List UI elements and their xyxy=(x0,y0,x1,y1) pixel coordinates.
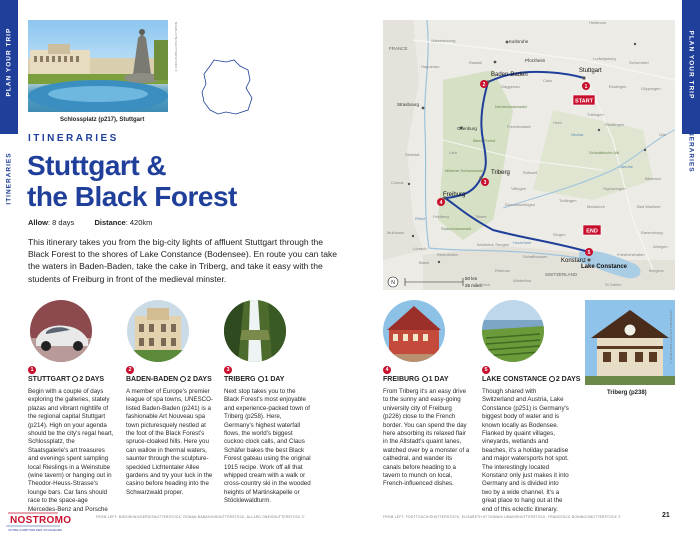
locator-map xyxy=(196,58,254,116)
stop-badge-3: 3 xyxy=(224,366,232,374)
map-label-ulm: Ulm xyxy=(659,132,667,137)
map-label-bregenz: Bregenz xyxy=(649,268,664,273)
kicker-itineraries: ITINERARIES xyxy=(28,133,119,144)
stop-name-lake-constance: LAKE CONSTANCE xyxy=(482,376,547,383)
map-label-ravensburg: Ravensburg xyxy=(641,230,663,235)
stop-name-freiburg: FREIBURG xyxy=(383,376,420,383)
map-label-titisee: Titisee xyxy=(475,214,487,219)
map-label-lake-constance: Lake Constance xyxy=(581,264,628,270)
stop-badge-1: 1 xyxy=(28,366,36,374)
map-label-switzerland: SWITZERLAND xyxy=(545,272,578,277)
stop-photo-baden-baden xyxy=(127,300,189,362)
stop-days-stuttgart: 2 DAYS xyxy=(79,376,105,383)
map-start-label: START xyxy=(575,98,593,105)
map-stop-2: 2 xyxy=(482,82,486,88)
map-label-wissembourg: Wissembourg xyxy=(431,38,456,43)
map-label-waldshut: Waldshut-Tiengen xyxy=(477,242,510,247)
map-label-stuttgart: Stuttgart xyxy=(579,68,602,74)
map-label-winterthur: Winterthur xyxy=(513,278,532,283)
intro-paragraph: This itinerary takes you from the big-city lights of affluent Stuttgart through the Black Forest to the shores of Lake Constance (Bodensee). En route you can take the waters in Baden-Baden, take the cake in Triberg, and take it easy with the students of Freiburg in front of the medieval minster. xyxy=(28,237,338,284)
page-title-line2: the Black Forest xyxy=(27,181,237,212)
stop-badge-4: 4 xyxy=(383,366,391,374)
right-section-sublabel: ITINERARIES xyxy=(687,120,695,173)
clock-icon xyxy=(180,376,186,382)
map-label-st-gallen: St Gallen xyxy=(605,282,622,287)
stop-days-baden-baden: 2 DAYS xyxy=(187,376,212,383)
stop-photo-freiburg xyxy=(383,300,445,362)
photo-credits-right: FROM LEFT: FOOTTOUCH/SHUTTERSTOCK, ELISABETH AT DOMAIN UMAN/SHUTTERSTOCK, FRANCESCO BONINO/SHUTTERSTOCK © xyxy=(383,515,621,519)
distance-value: : 420km xyxy=(125,218,153,227)
stop-heading-baden-baden xyxy=(126,376,212,383)
map-end-label: END xyxy=(586,228,598,235)
svg-text:N: N xyxy=(391,280,395,286)
map-label-schaffhausen: Schaffhausen xyxy=(523,254,548,259)
distance-label: Distance xyxy=(94,218,126,227)
nostromo-logo xyxy=(4,512,72,534)
stop-days-triberg: 1 DAY xyxy=(264,376,285,383)
left-section-sublabel: ITINERARIES xyxy=(5,152,13,205)
map-label-messkirch: Messkirch xyxy=(587,204,606,209)
map-label-mulhouse: Mulhouse xyxy=(387,230,405,235)
map-label-mittlerer: Mittlerer Schwarzwald xyxy=(445,168,485,173)
allow-label: Allow xyxy=(28,218,48,227)
map-label-konstanz: Konstanz xyxy=(561,258,587,264)
map-label-goppingen: Göppingen xyxy=(641,86,661,91)
map-label-villingen: Villingen xyxy=(511,186,527,191)
map-stop-4: 4 xyxy=(439,200,443,206)
map-label-rottweil: Rottweil xyxy=(523,170,538,175)
map-label-haguenau: Haguenau xyxy=(421,64,440,69)
clock-icon xyxy=(549,376,555,382)
left-section-tab-label: PLAN YOUR TRIP xyxy=(5,27,13,97)
stop-name-stuttgart: STUTTGART xyxy=(28,376,71,383)
map-label-sigmaringen: Sigmaringen xyxy=(603,186,626,191)
stop-text-freiburg: From Triberg it's an easy drive to the sunny and easy-going university city of Freiburg (p226) close to the French border. You can spend the day here absorbing its relaxed flair in the Altstadt's quaint lanes, watched over by a monster of a cathedral, and wander its canals before heading to a tavern to munch on local, French-influenced dishes. xyxy=(383,388,470,488)
map-label-sudschwarzwald: Südschwarzwald xyxy=(441,226,472,231)
map-label-bad-waldsee: Bad Waldsee xyxy=(637,204,661,209)
stop-heading-triberg xyxy=(224,376,284,383)
map-label-schwabische-alb: Schwäbische Alb xyxy=(589,150,620,155)
triberg-photo-credit: FOTOCURLS/SHUTTERSTOCK © xyxy=(669,310,673,364)
clock-icon xyxy=(72,376,78,382)
map-scale-miles: 25 miles xyxy=(465,283,482,288)
stop-photo-stuttgart xyxy=(30,300,92,362)
map-scale-km: 50 km xyxy=(465,276,478,281)
stop-text-stuttgart: Begin with a couple of days exploring the galleries, stately plazas and vibrant nightlife of the regional capital Stuttgart (p214). High on your agenda should be the city's regal heart, Schlossplatz, the Staatsgalerie's art treasures and evenings spent sampling local Rieslings in a Weinstube (wine tavern) or hanging out in Theodor-Heuss-Strasse's lounge bars. Car fans should race to the space-age Mercedes-Benz and Porsche xyxy=(28,388,114,513)
map-label-lahr: Lahr xyxy=(449,150,458,155)
map-label-rastatt: Rastatt xyxy=(469,60,482,65)
map-label-neckar: Neckar xyxy=(571,132,584,137)
logo-tagline: VOTRE COMPTOIR DES VOYAGEURS xyxy=(8,528,62,532)
photo-triberg-cuckoo-house xyxy=(585,300,675,385)
map-label-black-forest: Black Forest xyxy=(473,138,496,143)
map-label-baden-baden: Baden-Baden xyxy=(491,72,528,78)
page-title-line1: Stuttgart & xyxy=(27,150,167,181)
stop-text-triberg: Next stop takes you to the Black Forest's most enjoyable and experience-packed town of Triberg (p258). Here, Germany's highest waterfall flows, the world's biggest cuckoo clock calls, and Claus Schäfer bakes the best Black Forest gateau using the original 1915 recipe. Work off all that whipped cream with a walk or cross-country ski in the wooded heights of Martinskapelle or Stöcklewaldturm. xyxy=(224,388,311,505)
map-label-friedrichshafen: Friedrichshafen xyxy=(617,252,645,257)
map-label-zurich: Zürich xyxy=(479,282,491,287)
map-label-freiburg: Freiburg xyxy=(443,192,466,198)
map-label-singen: Singen xyxy=(553,232,566,237)
map-label-esslingen: Esslingen xyxy=(609,84,627,89)
hero-caption: Schlossplatz (p217), Stuttgart xyxy=(60,117,145,123)
map-label-horb: Horb xyxy=(553,120,562,125)
map-label-rhine: Rhine xyxy=(415,216,426,221)
stop-badge-2: 2 xyxy=(126,366,134,374)
stop-photo-lake-constance xyxy=(482,300,544,362)
map-label-hochrhein: Hochrhein xyxy=(513,240,532,245)
map-label-freudenstadt: Freudenstadt xyxy=(507,124,531,129)
triberg-caption: Triberg (p238) xyxy=(607,390,647,396)
map-label-offenburg: Offenburg xyxy=(457,126,477,131)
map-label-lorrach: Lörrach xyxy=(413,246,427,251)
map-label-heilbronn: Heilbronn xyxy=(589,20,607,25)
trip-meta xyxy=(28,218,152,227)
map-label-biberach: Biberach xyxy=(645,176,661,181)
clock-icon xyxy=(258,376,264,382)
stop-heading-freiburg xyxy=(383,376,449,383)
right-section-tab-label: PLAN YOUR TRIP xyxy=(687,30,695,100)
map-label-basel: Basel xyxy=(419,260,430,265)
map-label-karlsruhe: Karlsruhe xyxy=(509,39,529,44)
map-label-nordschwarzwald: Nordschwarzwald xyxy=(495,104,527,109)
map-label-reutlingen: Reutlingen xyxy=(605,122,625,127)
map-label-strasbourg: Strasbourg xyxy=(397,102,420,107)
stop-days-freiburg: 1 DAY xyxy=(428,376,449,383)
hero-photo-schlossplatz xyxy=(28,20,168,112)
route-map xyxy=(383,20,675,290)
stop-heading-stuttgart xyxy=(28,376,104,383)
stop-photo-triberg-waterfall xyxy=(224,300,286,362)
stop-days-lake-constance: 2 DAYS xyxy=(555,376,581,383)
stop-badge-5: 5 xyxy=(482,366,490,374)
logo-wordmark: NOSTROMO xyxy=(10,515,72,526)
clock-icon xyxy=(422,376,428,382)
map-label-wangen: Wangen xyxy=(653,244,668,249)
map-label-rheinfelden: Rheinfelden xyxy=(437,252,459,257)
map-stop-1: 1 xyxy=(584,84,588,90)
map-stop-5: 5 xyxy=(587,250,591,256)
photo-credits-left: FROM LEFT: MISSISHNICKERS/SHUTTERSTOCK, ROMAN BABAKIN/SHUTTERSTOCK, ALLARD ONE/SHUTTERSTOCK © xyxy=(96,515,305,519)
map-label-calw: Calw xyxy=(543,78,552,83)
map-label-tuttlingen: Tuttlingen xyxy=(559,198,577,203)
stop-heading-lake-constance xyxy=(482,376,580,383)
map-label-tubingen: Tübingen xyxy=(587,112,604,117)
map-label-danube: Danube xyxy=(619,164,634,169)
stop-name-triberg: TRIBERG xyxy=(224,376,256,383)
allow-value: : 8 days xyxy=(48,218,75,227)
stop-name-baden-baden: BADEN-BADEN xyxy=(126,376,179,383)
page-number: 21 xyxy=(662,512,670,519)
map-label-colmar: Colmar xyxy=(391,180,404,185)
page-title xyxy=(27,150,237,212)
map-stop-3: 3 xyxy=(483,180,487,186)
map-label-ludwigsburg: Ludwigsburg xyxy=(593,56,616,61)
map-label-gaggenau: Gaggenau xyxy=(501,84,520,89)
map-label-schorndorf: Schorndorf xyxy=(629,60,649,65)
map-label-pforzheim: Pforzheim xyxy=(525,58,546,63)
map-label-triberg: Triberg xyxy=(491,170,510,176)
map-label-donaueschingen: Donaueschingen xyxy=(505,202,536,207)
map-label-feldberg: Feldberg xyxy=(433,214,449,219)
map-label-france: FRANCE xyxy=(389,46,408,51)
map-label-rheinau: Rheinau xyxy=(495,268,510,273)
stop-text-baden-baden: A member of Europe's premier league of spa towns, UNESCO-listed Baden-Baden (p241) is a fashionable Art Nouveau spa town picturesquely nestled at the foot of the Black Forest's spruce-cloaked hills. Here you can wallow in thermal waters, saunter through the sculpture-speckled Lichtentaler Allee gardens and try your luck in the casino before heading into the Schwarzwald proper. xyxy=(126,388,214,496)
stop-text-lake-constance: Though shared with Switzerland and Austria, Lake Constance (p251) is Germany's biggest body of water and is known locally as Bodensee. Flanked by quaint villages, vineyards, wetlands and beaches, it's a holiday paradise and major watersports hot spot. The interestingly located Konstanz only just makes it into Germany and is divided into two by a wide channel. It's a great place to hang out at the end of this eclectic itinerary. xyxy=(482,388,569,513)
hero-photo-credit: NIKOLAYN/SHUTTERSTOCK © xyxy=(174,22,178,73)
map-label-selestat: Sélestat xyxy=(405,152,420,157)
